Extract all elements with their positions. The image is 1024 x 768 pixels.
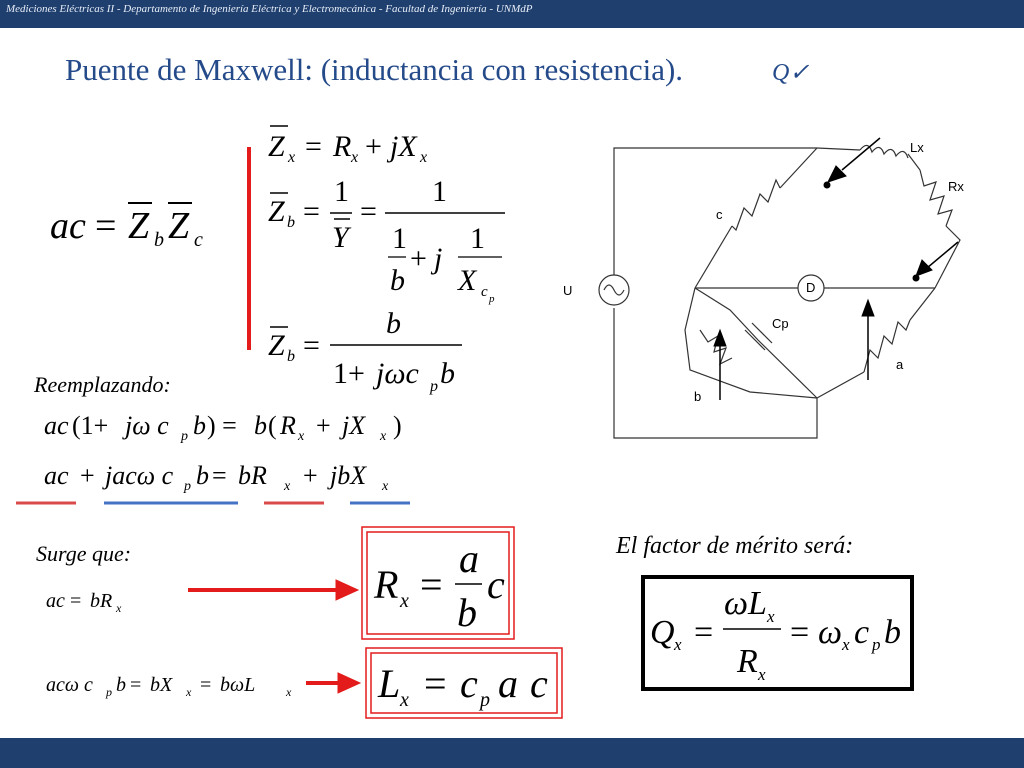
svg-text:b: b [440, 357, 455, 390]
svg-text:R: R [333, 130, 352, 163]
svg-text:b: b [390, 264, 405, 297]
box-lx [366, 648, 562, 718]
box-rx [362, 527, 514, 639]
svg-text:jacω c: jacω c [105, 461, 174, 490]
svg-text:p: p [106, 685, 112, 699]
svg-text:R: R [737, 643, 758, 680]
svg-text:+: + [80, 461, 95, 490]
svg-text:b: b [457, 590, 477, 635]
svg-text:Z: Z [128, 205, 150, 247]
label-cp: Cp [772, 316, 789, 331]
box-qx [643, 577, 912, 689]
svg-text:x: x [186, 685, 192, 699]
svg-text:x: x [351, 149, 359, 166]
svg-text:Z: Z [268, 329, 285, 362]
svg-text:=: = [303, 329, 320, 362]
q-check-icon: Q✓ [772, 60, 810, 86]
eq-expanded [44, 461, 389, 494]
svg-text:(1+: (1+ [72, 411, 109, 440]
svg-text:=: = [694, 614, 714, 651]
header-text: Mediciones Eléctricas II - Departamento de Ingeniería Eléctrica y Electromecánica - Facultad de Ingeniería - UNMdP [6, 3, 533, 15]
svg-text:jωc: jωc [376, 357, 419, 390]
eq-zx [268, 126, 427, 166]
svg-text:=: = [212, 461, 227, 490]
svg-text:b: b [386, 307, 401, 340]
svg-text:b: b [116, 674, 126, 696]
svg-text:a: a [459, 536, 479, 581]
svg-text:b: b [287, 348, 295, 365]
svg-text:R: R [374, 562, 399, 607]
svg-text:jω c: jω c [125, 411, 169, 440]
svg-text:b: b [254, 411, 267, 440]
svg-text:Y: Y [332, 221, 349, 254]
svg-text:Z: Z [168, 205, 190, 247]
svg-text:=: = [424, 661, 447, 706]
svg-text:b: b [287, 214, 295, 231]
eq-zb-admittance [268, 175, 505, 305]
label-u: U [563, 283, 573, 298]
label-b: b [694, 389, 702, 404]
svg-text:x: x [380, 429, 387, 444]
svg-text:b: b [884, 614, 901, 651]
label-c: c [716, 207, 723, 222]
svg-text:(: ( [268, 411, 277, 440]
svg-text:) =: ) = [207, 411, 237, 440]
svg-text:p: p [872, 635, 881, 654]
svg-text:1: 1 [334, 175, 349, 208]
label-factor: El factor de mérito será: [616, 533, 854, 559]
svg-text:1: 1 [392, 222, 407, 255]
svg-text:x: x [400, 590, 409, 612]
svg-text:x: x [298, 429, 305, 444]
svg-text:bR: bR [238, 461, 267, 490]
svg-text:Z: Z [268, 195, 285, 228]
eq-ac-bxx [46, 674, 292, 699]
label-reemplazando: Reemplazando: [34, 372, 171, 397]
svg-text:=: = [70, 590, 82, 612]
footer-bar [0, 738, 1024, 768]
svg-text:bR: bR [90, 590, 113, 612]
svg-text:=: = [95, 205, 117, 247]
arrow-to-lx [306, 673, 360, 693]
svg-text:x: x [674, 635, 682, 654]
arrow-to-rx [188, 580, 358, 600]
label-a: a [896, 357, 904, 372]
svg-text:p: p [430, 378, 438, 395]
svg-text:Z: Z [268, 130, 285, 163]
svg-text:x: x [288, 149, 296, 166]
svg-text:bX: bX [150, 674, 173, 696]
eq-substitution [44, 411, 402, 444]
svg-text:Q: Q [650, 614, 675, 651]
svg-text:p: p [489, 293, 495, 305]
svg-text:1: 1 [470, 222, 485, 255]
page-title: Puente de Maxwell: (inductancia con resistencia). [65, 52, 684, 87]
svg-text:b: b [196, 461, 209, 490]
svg-text:+: + [410, 242, 427, 275]
svg-text:j: j [434, 242, 443, 275]
svg-text:x: x [400, 689, 409, 711]
svg-text:ω: ω [818, 614, 843, 651]
svg-text:x: x [842, 635, 850, 654]
svg-text:=: = [420, 562, 443, 607]
label-lx: Lx [910, 140, 924, 155]
label-surge: Surge que: [36, 541, 132, 566]
svg-text:1: 1 [432, 175, 447, 208]
svg-text:jX: jX [390, 130, 417, 163]
svg-text:x: x [767, 607, 775, 626]
svg-text:X: X [458, 264, 477, 297]
svg-text:acω c: acω c [46, 674, 93, 696]
svg-text:x: x [284, 479, 291, 494]
svg-text:c: c [460, 661, 478, 706]
svg-text:ac: ac [46, 590, 65, 612]
svg-text:=: = [790, 614, 810, 651]
svg-text:p: p [480, 689, 490, 711]
label-rx: Rx [948, 179, 964, 194]
svg-text:c: c [854, 614, 870, 651]
svg-text:x: x [382, 479, 389, 494]
svg-text:+: + [365, 130, 382, 163]
svg-text:c: c [530, 661, 548, 706]
maxwell-bridge-circuit [580, 130, 980, 450]
svg-text:+: + [316, 411, 331, 440]
svg-text:=: = [360, 195, 377, 228]
svg-text:=: = [303, 195, 320, 228]
svg-text:R: R [280, 411, 296, 440]
svg-text:c: c [487, 562, 505, 607]
svg-text:+: + [303, 461, 318, 490]
eq-ac-zbzc [50, 203, 203, 251]
svg-text:x: x [420, 149, 428, 166]
svg-text:=: = [200, 674, 212, 696]
label-d: D [806, 280, 816, 295]
svg-text:p: p [184, 479, 191, 494]
svg-text:x: x [286, 685, 292, 699]
svg-text:a: a [498, 661, 518, 706]
svg-text:jbX: jbX [330, 461, 367, 490]
svg-text:): ) [393, 411, 402, 440]
svg-text:=: = [130, 674, 142, 696]
svg-text:L: L [378, 661, 401, 706]
eq-zb [268, 307, 462, 395]
svg-text:ac: ac [44, 461, 69, 490]
eq-ac-brx [46, 590, 122, 615]
svg-text:ac: ac [50, 205, 86, 247]
svg-text:c: c [481, 284, 488, 300]
svg-text:bωL: bωL [220, 674, 256, 696]
svg-text:p: p [181, 429, 188, 444]
svg-text:ωL: ωL [724, 585, 767, 622]
svg-text:c: c [194, 229, 203, 251]
svg-text:1+: 1+ [333, 357, 365, 390]
svg-text:jX: jX [342, 411, 366, 440]
svg-text:ac: ac [44, 411, 69, 440]
svg-text:=: = [305, 130, 322, 163]
svg-text:b: b [154, 229, 164, 251]
svg-text:x: x [116, 601, 122, 615]
svg-text:x: x [758, 665, 766, 684]
svg-text:b: b [193, 411, 206, 440]
